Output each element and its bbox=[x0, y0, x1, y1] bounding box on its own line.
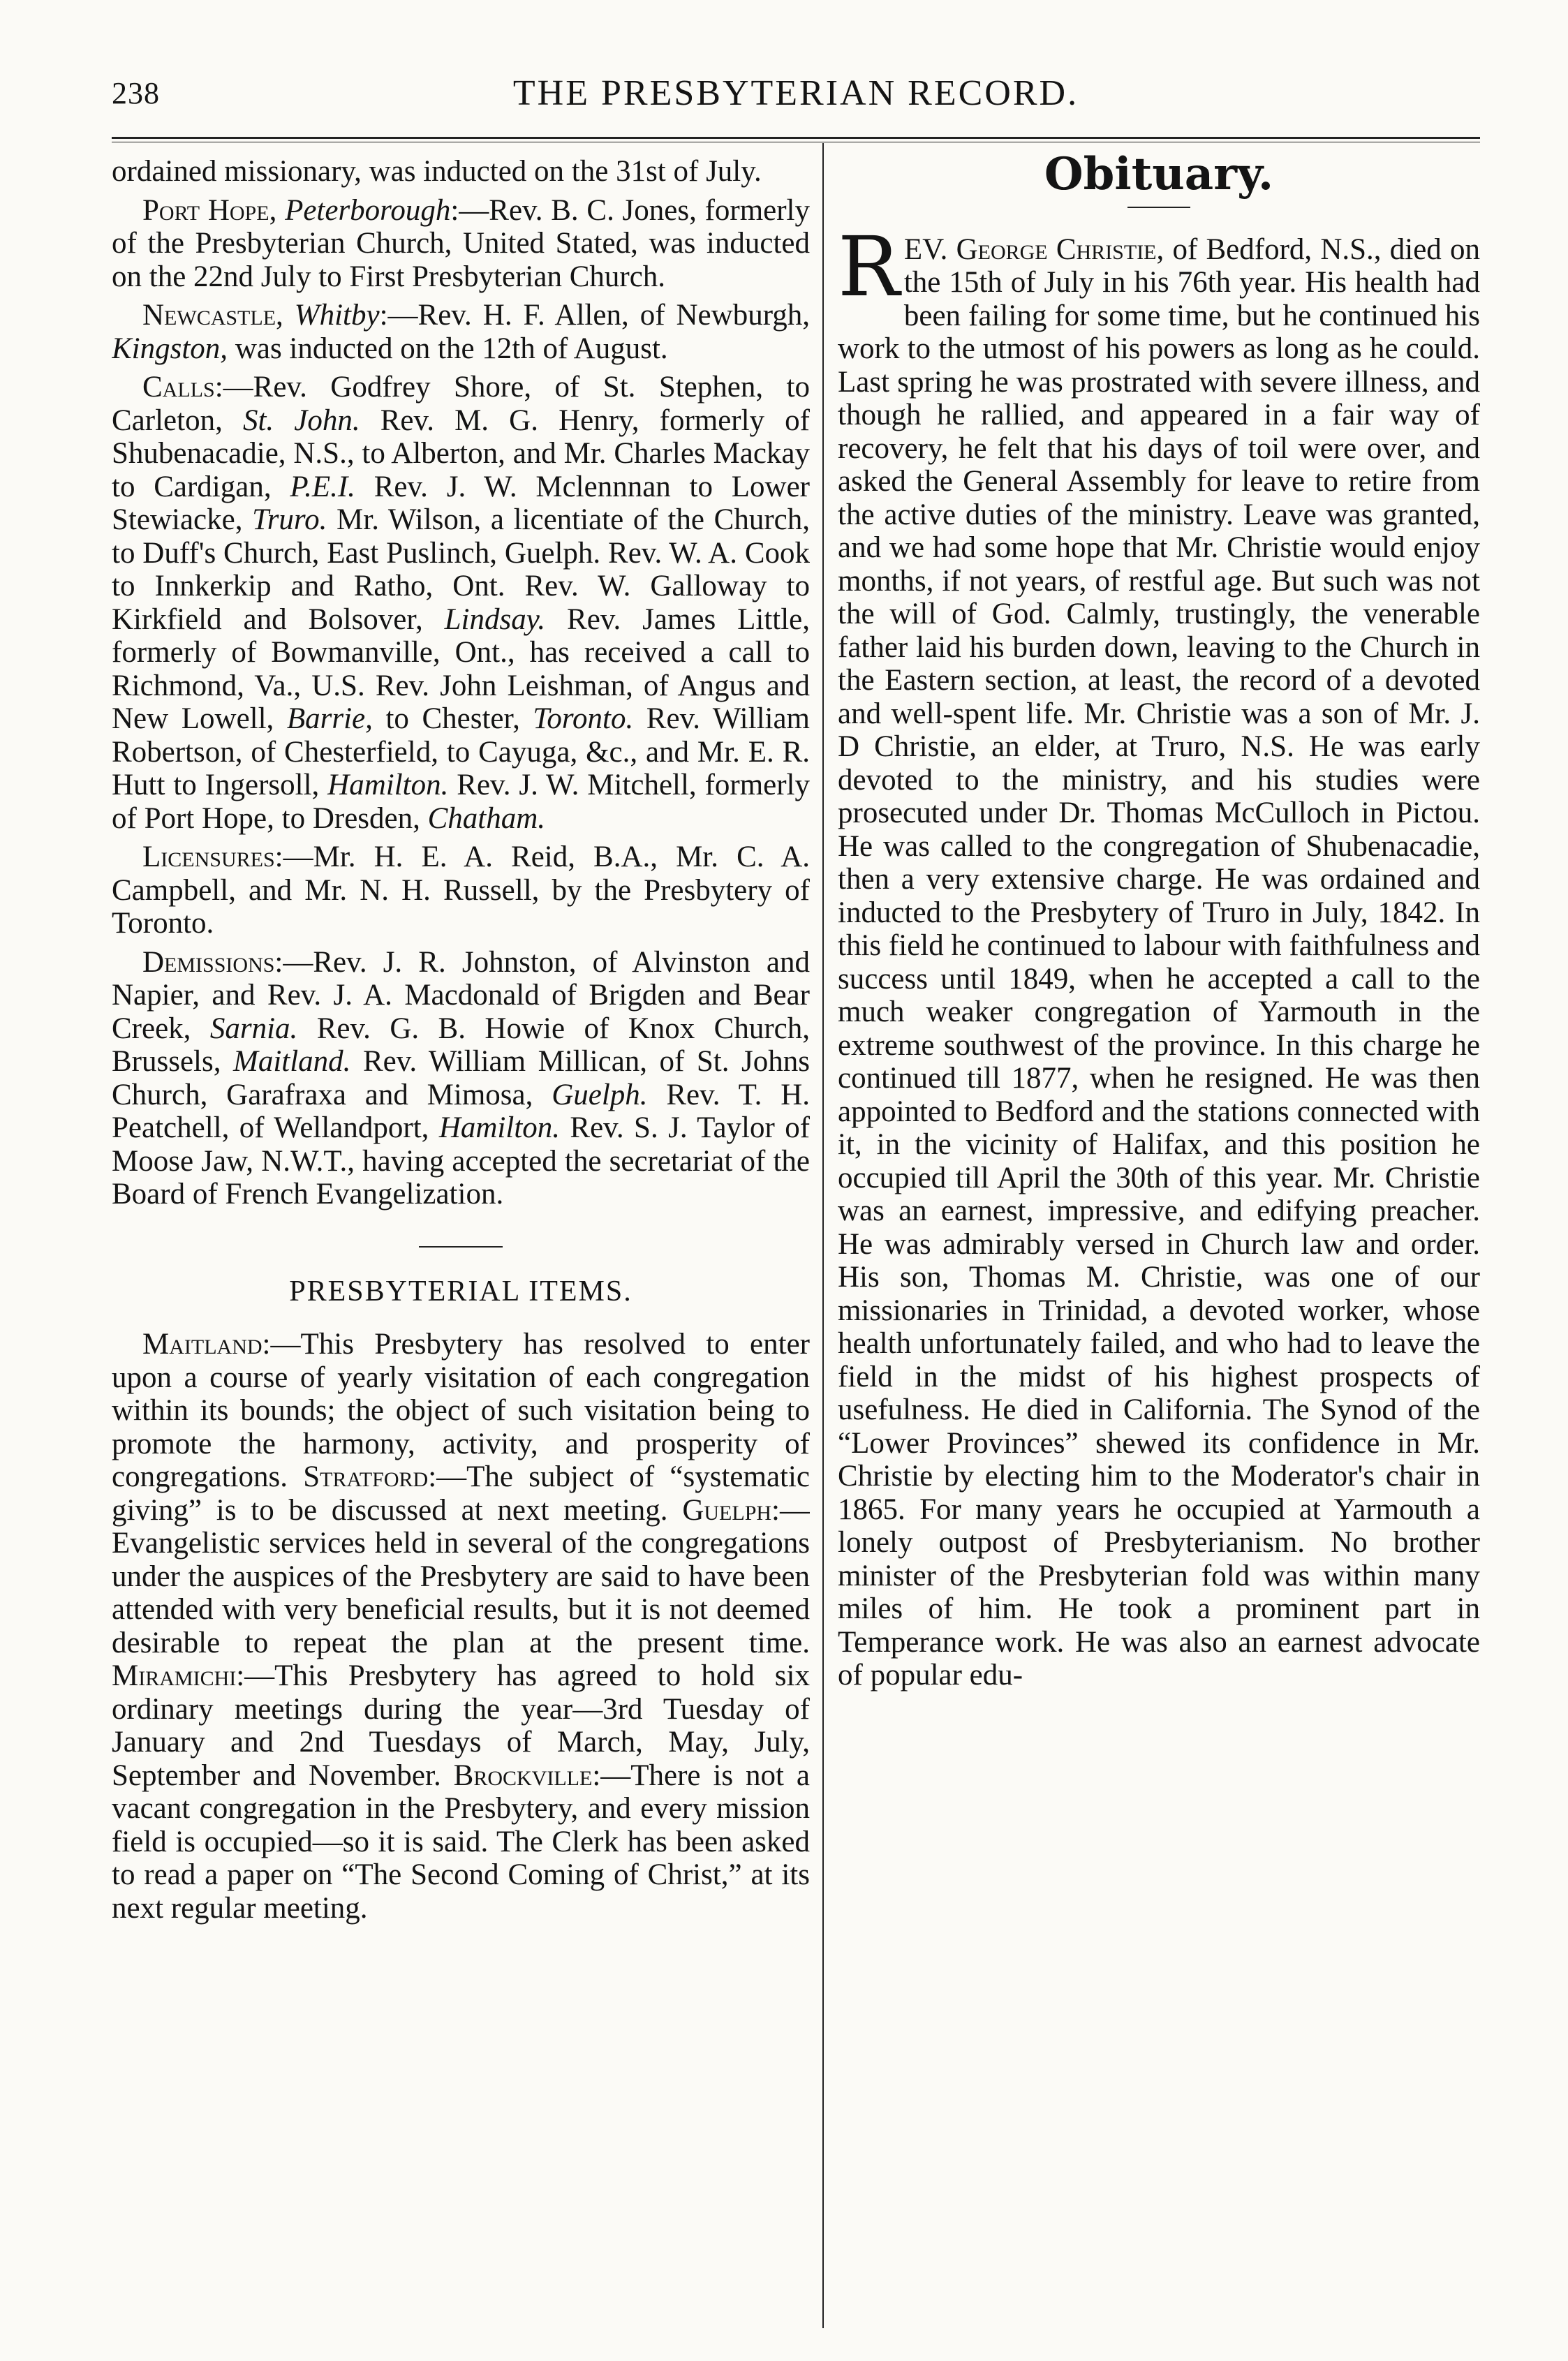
presbytery-name: Lindsay. bbox=[444, 602, 546, 636]
paragraph-text: to Chester, bbox=[372, 702, 520, 735]
name-lead: EV. bbox=[903, 232, 948, 266]
presbytery-name: Sarnia. bbox=[209, 1012, 298, 1045]
paragraph-text: Rev. T. H. Peatchell, of Wellandport, bbox=[112, 1078, 810, 1144]
obituary-paragraph bbox=[838, 218, 1480, 1692]
paragraph-text: :—Rev. Godfrey Shore, of St. Stephen, to Carleton, bbox=[112, 371, 810, 437]
right-column bbox=[838, 155, 1480, 2326]
presbytery-name: Whitby bbox=[294, 299, 380, 332]
paragraph-text: Rev. S. J. Taylor of Moose Jaw, N.W.T., having accepted the secretariat of the Board of French Evangelization. bbox=[112, 1111, 810, 1211]
presbytery-name: Peterborough bbox=[285, 193, 451, 227]
place-label: Newcastle, bbox=[142, 299, 283, 332]
paragraph-text: :—Rev. H. F. Allen, of Newburgh, bbox=[379, 299, 810, 332]
running-title: THE PRESBYTERIAN RECORD. bbox=[512, 73, 1079, 113]
column-divider bbox=[822, 143, 824, 2328]
section-rule bbox=[419, 1246, 503, 1248]
paragraph-text: Rev. William Millican, of St. Johns Church, Garafraxa and Mimosa, bbox=[112, 1045, 810, 1111]
presbytery-name: P.E.I. bbox=[290, 470, 355, 503]
continuation-paragraph: ordained missionary, was inducted on the 31st of July. bbox=[112, 155, 762, 188]
paragraph-text: Rev. G. B. Howie of Knox Church, Brussels, bbox=[112, 1012, 810, 1078]
paragraph-text: :—Mr. H. E. A. Reid, B.A., Mr. C. A. Campbell, and Mr. N. H. Russell, by the Presbytery of Toronto. bbox=[112, 841, 810, 940]
paragraph-text: :—There is not a vacant congregation in the Presbytery, and every mission field is occupied—so it is said. The Clerk has been asked to read a paper on “The Second Coming of Christ,” at its next regular meeting. bbox=[112, 1759, 810, 1925]
calls-paragraph bbox=[112, 371, 810, 835]
place-label: Port Hope, bbox=[142, 193, 277, 227]
presbyterial-items-paragraph bbox=[112, 1328, 810, 1925]
deceased-name: George Christie, bbox=[956, 232, 1164, 266]
section-label: Licensures bbox=[142, 841, 275, 873]
section-label: Stratford bbox=[303, 1460, 429, 1493]
paragraph-text: :—This Presbytery has agreed to hold six ordinary meetings during the year—3rd Tuesday of January and 2nd Tuesdays of March, May, July, September and November. bbox=[112, 1659, 810, 1792]
obituary-heading: Obituary. bbox=[1044, 155, 1274, 200]
paragraph-text: was inducted on the 12th of August. bbox=[235, 332, 668, 365]
presbytery-name: Kingston, bbox=[112, 332, 228, 365]
newcastle-paragraph bbox=[112, 299, 810, 365]
paragraph-text: Rev. William Robertson, of Chesterfield, to Cayuga, &c., and Mr. E. R. Hutt to Ingersoll, bbox=[112, 702, 810, 801]
presbytery-name: Guelph. bbox=[552, 1078, 648, 1111]
presbytery-name: Hamilton. bbox=[438, 1111, 561, 1144]
demissions-paragraph bbox=[112, 946, 810, 1211]
paragraph-text: Rev. J. W. Mclennnan to Lower Stewiacke, bbox=[112, 470, 810, 536]
paragraph-text: :—This Presbytery has resolved to enter upon a course of yearly visitation of each congregation within its bounds; the object of such visitation being to promote the harmony, activity, and prosperity of congregations. bbox=[112, 1328, 810, 1493]
paragraph-text: Mr. Wilson, a licentiate of the Church, to Duff's Church, East Puslinch, Guelph. Rev. W. A. Cook to Innkerkip and Ratho, Ont. Rev. W. Galloway to Kirkfield and Bolsover, bbox=[112, 503, 810, 636]
section-label: Calls bbox=[142, 371, 215, 404]
left-column bbox=[112, 155, 810, 2326]
paragraph-text: Rev. M. G. Henry, formerly of Shubenacadie, N.S., to Alberton, and Mr. Charles Mackay to Cardigan, bbox=[112, 404, 810, 503]
paragraph-text: :—The subject of “systematic giving” is to be discussed at next meeting. bbox=[112, 1460, 810, 1527]
section-label: Guelph bbox=[682, 1493, 772, 1527]
presbytery-name: Hamilton. bbox=[327, 769, 449, 801]
presbytery-name: Truro. bbox=[252, 503, 327, 536]
heading-rule bbox=[1127, 207, 1190, 208]
port-hope-paragraph bbox=[112, 194, 810, 294]
presbytery-name: Toronto. bbox=[533, 702, 634, 735]
section-label: Brockville bbox=[453, 1759, 593, 1792]
presbytery-name: St. John. bbox=[242, 404, 360, 437]
presbytery-name: Barrie, bbox=[286, 702, 373, 735]
paragraph-text: :—Rev. J. R. Johnston, of Alvinston and Napier, and Rev. J. A. Macdonald of Brigden and Bear Creek, bbox=[112, 945, 810, 1045]
licensures-paragraph bbox=[112, 841, 810, 940]
obituary-body: of Bedford, N.S., died on the 15th of July in his 76th year. His health had been failing for some time, but he continued his work to the utmost of his powers as long as he could. Last spring he was prostrated with severe illness, and though he rallied, and appeared in a fair way of recovery, he felt that his days of toil were over, and asked the General Assembly for leave to retire from the active duties of the ministry. Leave was granted, and we had some hope that Mr. Christie would enjoy months, if not years, of restful age. But such was not the will of God. Calmly, trustingly, the venerable father laid his burden down, leaving to the Church in the Eastern section, at least, the record of a devoted and well-spent life. Mr. Christie was a son of Mr. J. D Christie, an elder, at Truro, N.S. He was early devoted to the ministry, and his studies were prosecuted under Dr. Thomas McCulloch in Pictou. He was called to the congregation of Shubenacadie, then a very extensive charge. He was ordained and inducted to the Presbytery of Truro in July, 1842. In this field he continued to labour with faithfulness and success until 1849, when he accepted a call to the much weaker congregation of Yarmouth in the extreme southwest of the province. In this charge he continued till 1877, when he resigned. He was then appointed to Bedford and the stations connected with it, in the vicinity of Halifax, and this position he occupied till April the 30th of this year. Mr. Christie was an earnest, impressive, and edifying preacher. He was admirably versed in Church law and order. His son, Thomas M. Christie, was one of our missionaries in Trinidad, a devoted worker, whose health unfortunately failed, and who had to leave the field in the midst of his highest prospects of usefulness. He died in California. The Synod of the “Lower Provinces” shewed its confidence in Mr. Christie by electing him to the Moderator's chair in 1865. For many years he occupied at Yarmouth a lonely outpost of Presbyterianism. No brother minister of the Presbyterian fold was within many miles of him. He took a prominent part in Temperance work. He was also an earnest advocate of popular edu- bbox=[838, 232, 1480, 1692]
paragraph-text: :—Evangelistic services held in several of the congregations under the auspices of the Presbytery are said to have been attended with very beneficial results, but it is not deemed desirable to repeat the plan at the present time. bbox=[112, 1493, 810, 1659]
page-number: 238 bbox=[112, 75, 160, 110]
paragraph-text: Rev. James Little, formerly of Bowmanville, Ont., has received a call to Richmond, Va., U.S. Rev. John Leishman, of Angus and New Lowell, bbox=[112, 602, 810, 735]
drop-cap: R bbox=[838, 218, 900, 315]
section-label: Maitland bbox=[142, 1328, 262, 1361]
paragraph-text: :—Rev. B. C. Jones, formerly of the Presbyterian Church, United Stated, was inducted on the 22nd July to First Presbyterian Church. bbox=[112, 193, 810, 293]
presbytery-name: Chatham. bbox=[427, 801, 546, 835]
presbytery-name: Maitland. bbox=[233, 1045, 351, 1078]
paragraph-text: Rev. J. W. Mitchell, formerly of Port Hope, to Dresden, bbox=[112, 769, 810, 835]
section-label: Demissions bbox=[142, 945, 275, 979]
presbyterial-items-heading: PRESBYTERIAL ITEMS. bbox=[289, 1275, 633, 1308]
page-header bbox=[112, 61, 1480, 124]
section-label: Miramichi bbox=[112, 1659, 237, 1692]
header-rule bbox=[112, 137, 1480, 142]
